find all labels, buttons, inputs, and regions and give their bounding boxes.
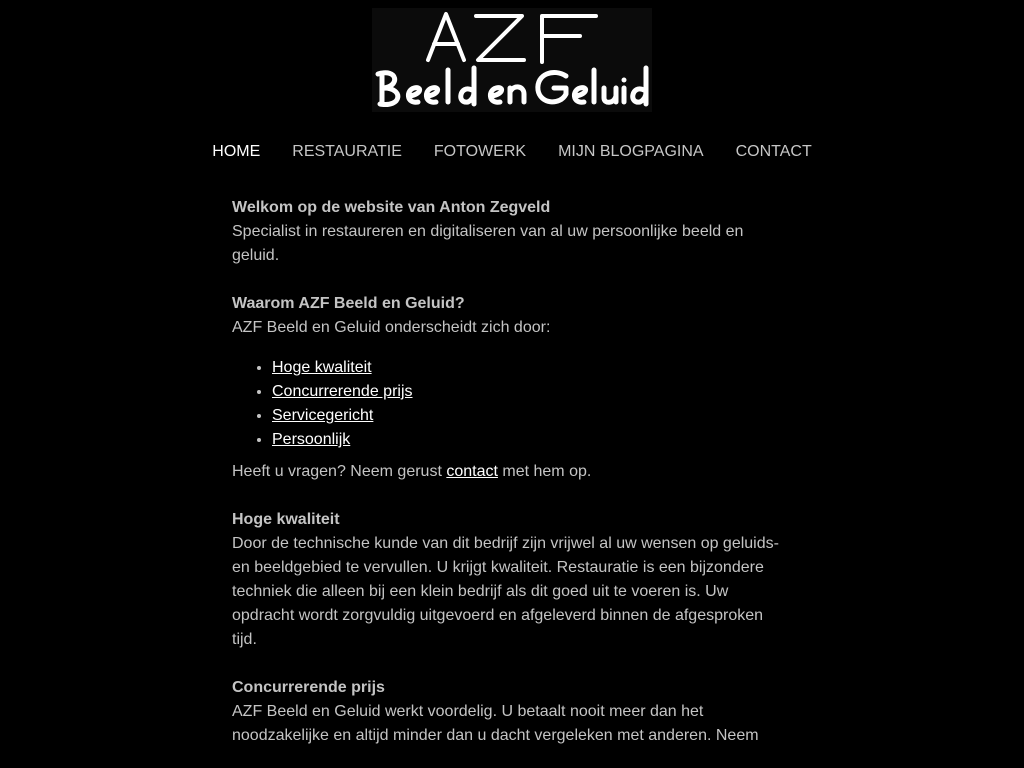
price-heading: Concurrerende prijs	[232, 679, 385, 696]
nav-item-home[interactable]: HOME	[212, 143, 261, 160]
why-section	[232, 292, 788, 452]
quality-section	[232, 508, 788, 652]
questions-text	[232, 460, 788, 484]
price-section	[232, 676, 788, 748]
site-logo[interactable]	[372, 8, 652, 112]
list-item	[272, 380, 788, 404]
feature-link-hoge-kwaliteit[interactable]: Hoge kwaliteit	[272, 359, 372, 376]
welcome-text: Specialist in restaureren en digitaliseren van al uw persoonlijke beeld en geluid.	[232, 223, 744, 264]
feature-link-concurrerende-prijs[interactable]: Concurrerende prijs	[272, 383, 413, 400]
questions-after: met hem op.	[497, 463, 592, 480]
nav-item-mijn-blogpagina[interactable]: MIJN BLOGPAGINA	[558, 143, 704, 160]
nav-item-contact[interactable]: CONTACT	[735, 143, 812, 160]
contact-link[interactable]: contact	[446, 463, 498, 480]
main-navigation	[0, 140, 1024, 164]
list-item	[272, 356, 788, 380]
nav-item-restauratie[interactable]: RESTAURATIE	[292, 143, 402, 160]
list-item	[272, 428, 788, 452]
list-item	[272, 404, 788, 428]
logo-graphic	[372, 8, 652, 112]
why-heading: Waarom AZF Beeld en Geluid?	[232, 295, 465, 312]
feature-link-servicegericht[interactable]: Servicegericht	[272, 407, 374, 424]
price-text: AZF Beeld en Geluid werkt voordelig. U betaalt nooit meer dan het noodzakelijke en altijd minder dan u dacht vergeleken met anderen. Neem	[232, 703, 759, 744]
main-content	[232, 196, 788, 768]
quality-text: Door de technische kunde van dit bedrijf zijn vrijwel al uw wensen op geluids- en beeldgebied te vervullen. U krijgt kwaliteit. Restauratie is een bijzondere techniek die alleen bij een klein bedrijf als dit goed uit te voeren is. Uw opdracht wordt zorgvuldig uitgevoerd en afgeleverd binnen de afgesproken tijd.	[232, 535, 779, 648]
why-text: AZF Beeld en Geluid onderscheidt zich door:	[232, 319, 551, 336]
welcome-heading: Welkom op de website van Anton Zegveld	[232, 199, 551, 216]
welcome-section	[232, 196, 788, 268]
questions-before: Heeft u vragen? Neem gerust	[232, 463, 447, 480]
feature-link-persoonlijk[interactable]: Persoonlijk	[272, 431, 351, 448]
nav-item-fotowerk[interactable]: FOTOWERK	[433, 143, 527, 160]
features-list	[232, 356, 788, 452]
quality-heading: Hoge kwaliteit	[232, 511, 340, 528]
